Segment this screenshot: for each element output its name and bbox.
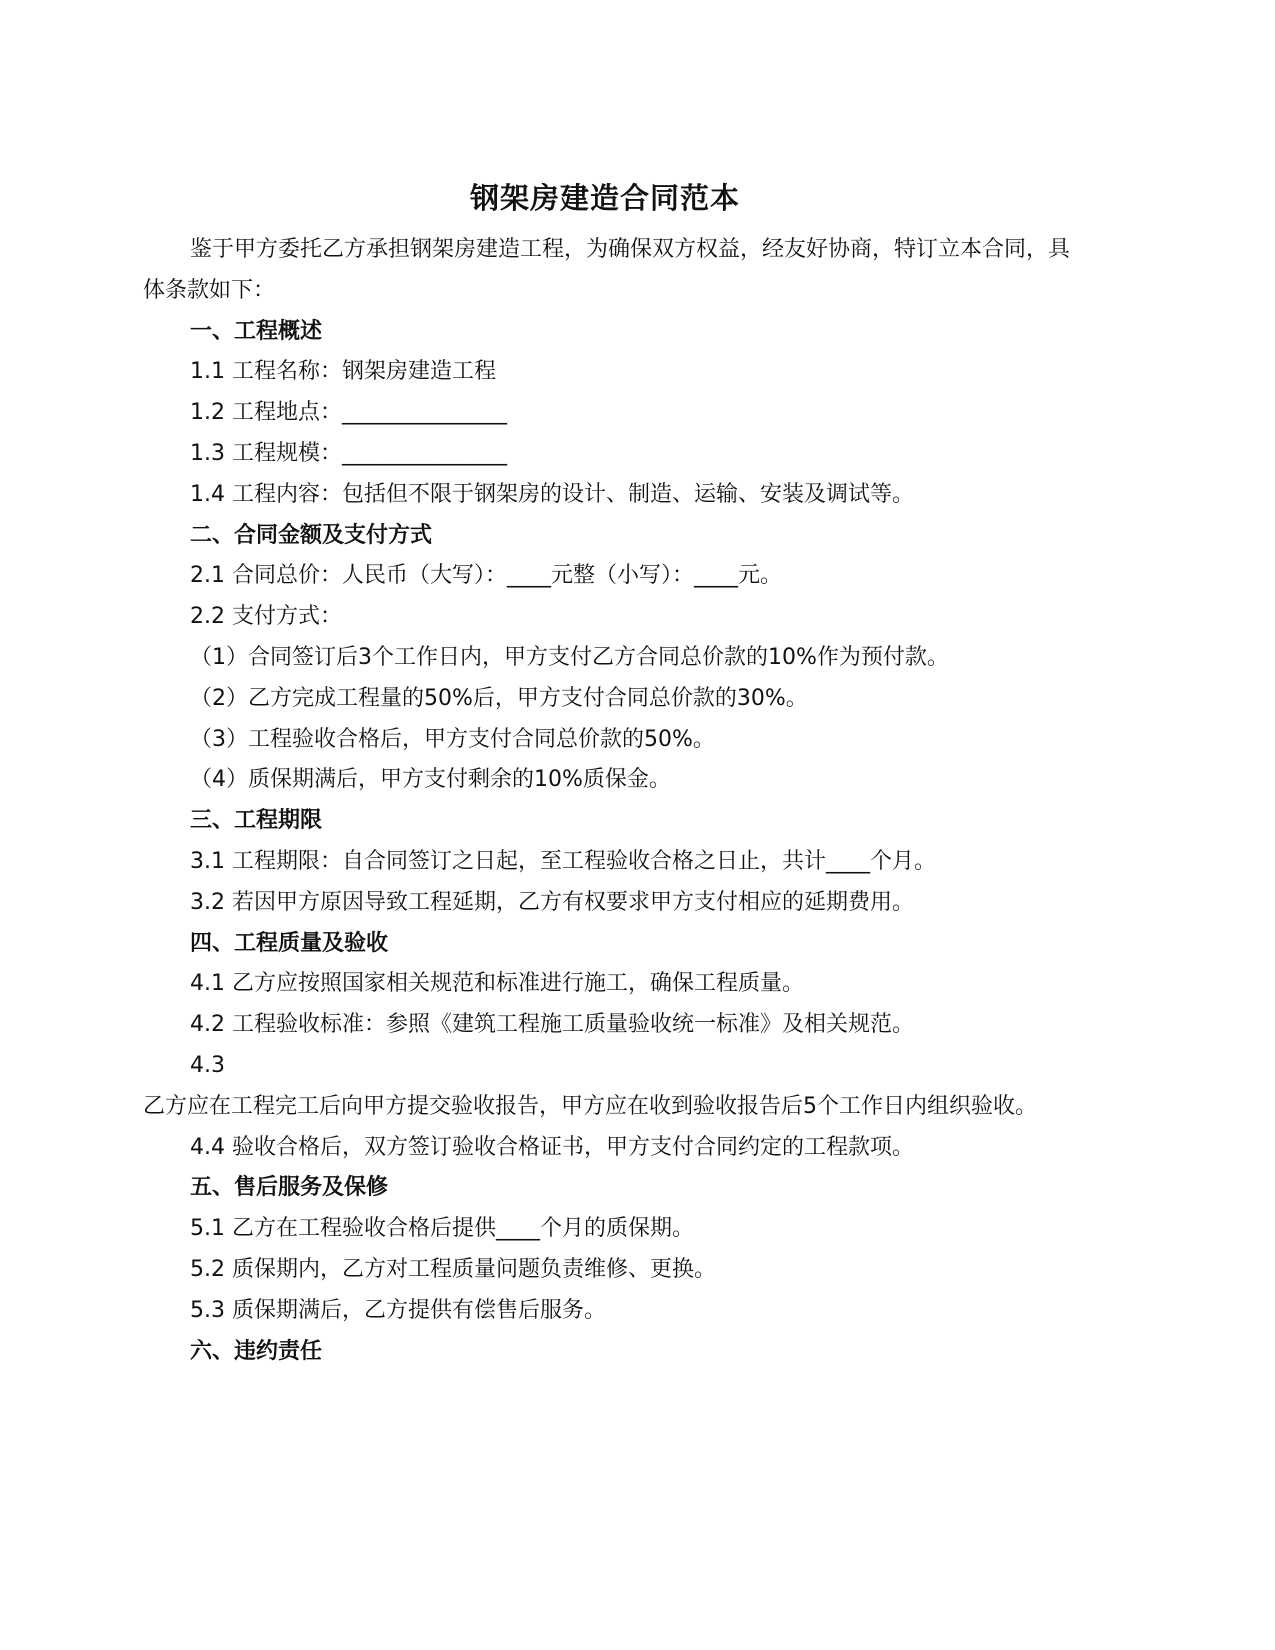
clause-item: 2.1 合同总价：人民币（大写）：____元整（小写）：____元。 — [190, 563, 782, 589]
intro-paragraph: 鉴于甲方委托乙方承担钢架房建造工程，为确保双方权益，经友好协商，特订立本合同，具体条款如下： — [143, 237, 1071, 303]
clause-item: 3.2 若因甲方原因导致工程延期，乙方有权要求甲方支付相应的延期费用。 — [190, 889, 914, 915]
clause-text: 乙方应在工程完工后向甲方提交验收报告，甲方应在收到验收报告后5个工作日内组织验收。 — [143, 1093, 1038, 1119]
clause-item: 1.1 工程名称：钢架房建造工程 — [190, 359, 496, 385]
clause-item: 4.4 验收合格后，双方签订验收合格证书，甲方支付合同约定的工程款项。 — [190, 1134, 914, 1160]
section-heading: 四、工程质量及验收 — [190, 930, 389, 956]
clause-item: （4）质保期满后，甲方支付剩余的10%质保金。 — [190, 767, 671, 793]
clause-item: （2）乙方完成工程量的50%后，甲方支付合同总价款的30%。 — [190, 685, 808, 711]
clause-item: 5.2 质保期内，乙方对工程质量问题负责维修、更换。 — [190, 1256, 716, 1282]
clause-item: 4.2 工程验收标准：参照《建筑工程施工质量验收统一标准》及相关规范。 — [190, 1012, 914, 1038]
section-heading: 六、违约责任 — [190, 1338, 323, 1364]
section-heading: 二、合同金额及支付方式 — [190, 522, 433, 548]
clause-item: 4.3 — [190, 1052, 225, 1078]
clause-item: 1.2 工程地点：_______________ — [190, 400, 507, 426]
clause-item: （1）合同签订后3个工作日内，甲方支付乙方合同总价款的10%作为预付款。 — [190, 644, 949, 670]
clause-item: 1.3 工程规模：_______________ — [190, 440, 507, 466]
clause-item: 2.2 支付方式： — [190, 604, 342, 630]
clause-item: 5.1 乙方在工程验收合格后提供____个月的质保期。 — [190, 1216, 694, 1242]
section-heading: 一、工程概述 — [190, 318, 323, 344]
clause-item: 3.1 工程期限：自合同签订之日起，至工程验收合格之日止，共计____个月。 — [190, 848, 936, 874]
clause-item: 5.3 质保期满后，乙方提供有偿售后服务。 — [190, 1297, 606, 1323]
clause-item: 4.1 乙方应按照国家相关规范和标准进行施工，确保工程质量。 — [190, 971, 804, 997]
document-title: 钢架房建造合同范本 — [469, 181, 740, 215]
section-heading: 五、售后服务及保修 — [190, 1175, 389, 1201]
document-body — [143, 230, 1073, 1372]
section-heading: 三、工程期限 — [190, 808, 323, 834]
clause-item: 1.4 工程内容：包括但不限于钢架房的设计、制造、运输、安装及调试等。 — [190, 481, 914, 507]
clause-item: （3）工程验收合格后，甲方支付合同总价款的50%。 — [190, 726, 715, 752]
